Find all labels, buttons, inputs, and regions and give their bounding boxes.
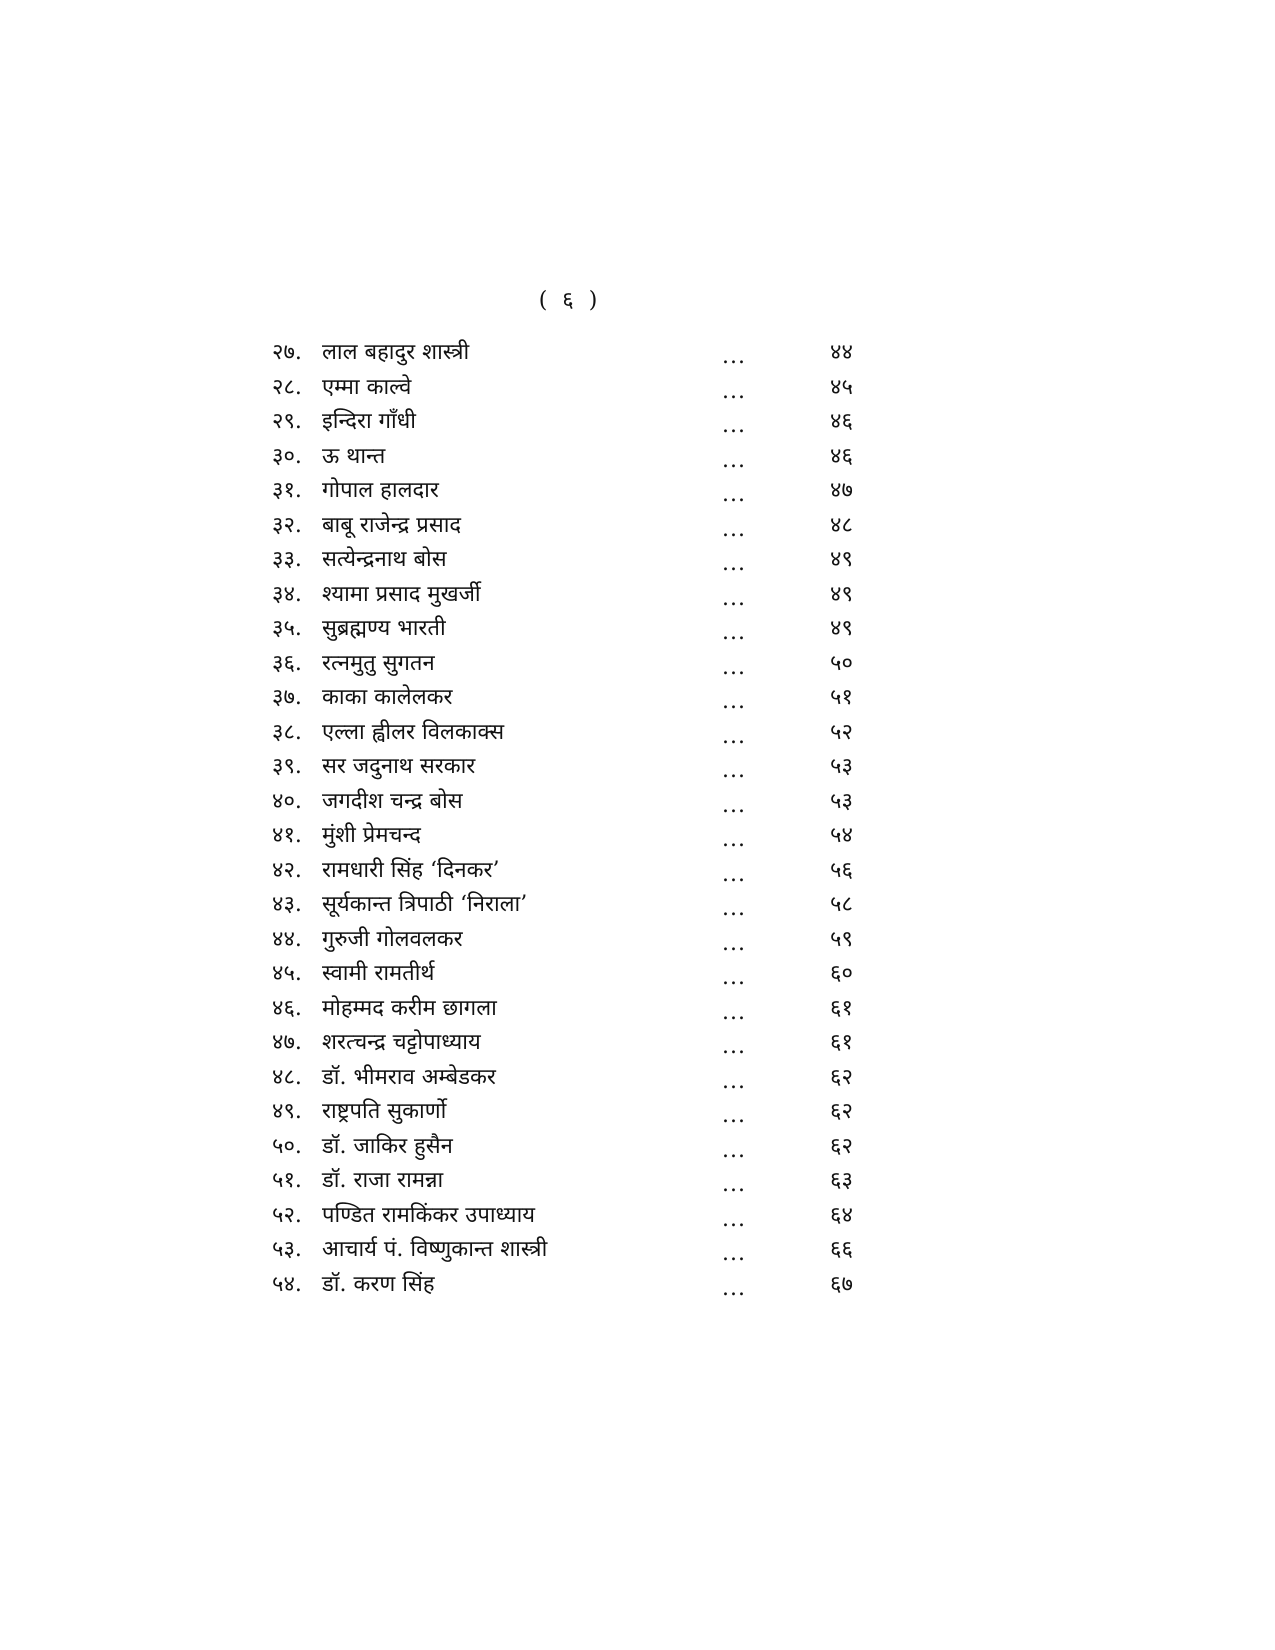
entry-page-number: ४७ xyxy=(830,478,853,503)
entry-title: रत्नमुतु सुगतन xyxy=(322,650,435,676)
toc-entry xyxy=(272,681,892,716)
entry-page-number: ६२ xyxy=(830,1064,853,1090)
entry-number: ३०. xyxy=(272,443,302,469)
entry-title: राष्ट्रपति सुकार्णो xyxy=(322,1099,447,1124)
entry-title: लाल बहादुर शास्त्री xyxy=(322,340,470,365)
entry-page-number: ४४ xyxy=(830,340,853,365)
entry-number: ४३. xyxy=(272,892,302,917)
entry-leader-dots: ... xyxy=(722,1103,746,1128)
entry-leader-dots: ... xyxy=(722,585,746,611)
entry-leader-dots: ... xyxy=(722,654,746,680)
entry-number: ४२. xyxy=(272,857,302,883)
entry-page-number: ४९ xyxy=(830,581,853,607)
entry-title: सूर्यकान्त त्रिपाठी ‘निराला’ xyxy=(322,892,528,917)
toc-entry xyxy=(272,371,892,406)
entry-title: मुंशी प्रेमचन्द xyxy=(322,823,421,848)
entry-leader-dots: ... xyxy=(722,516,746,542)
entry-number: ३४. xyxy=(272,581,302,607)
entry-leader-dots: ... xyxy=(722,1034,746,1059)
entry-title: सुब्रह्मण्य भारती xyxy=(322,616,446,641)
toc-entry xyxy=(272,1061,892,1096)
toc-entry xyxy=(272,785,892,820)
toc-entry xyxy=(272,957,892,992)
entry-number: ३९. xyxy=(272,754,302,779)
entry-title: ऊ थान्त xyxy=(322,443,386,469)
entry-title: जगदीश चन्द्र बोस xyxy=(322,788,463,814)
entry-number: ३७. xyxy=(272,685,302,710)
entry-page-number: ४८ xyxy=(830,512,853,538)
entry-title: सर जदुनाथ सरकार xyxy=(322,754,476,779)
entry-leader-dots: ... xyxy=(722,930,746,956)
entry-title: डॉ. जाकिर हुसैन xyxy=(322,1133,453,1159)
entry-leader-dots: ... xyxy=(722,482,746,507)
entry-leader-dots: ... xyxy=(722,1068,746,1094)
entry-leader-dots: ... xyxy=(722,689,746,714)
entry-page-number: ५६ xyxy=(830,857,853,883)
entry-page-number: ६१ xyxy=(830,1030,853,1055)
toc-entry xyxy=(272,612,892,647)
toc-entry xyxy=(272,750,892,785)
entry-leader-dots: ... xyxy=(722,1172,746,1197)
toc-entry xyxy=(272,336,892,371)
entry-number: ५४. xyxy=(272,1271,302,1297)
entry-number: ४५. xyxy=(272,961,302,986)
entry-number: २८. xyxy=(272,374,302,400)
table-of-contents xyxy=(272,336,892,1302)
entry-page-number: ४९ xyxy=(830,616,853,641)
toc-entry xyxy=(272,1026,892,1061)
toc-entry xyxy=(272,1130,892,1165)
entry-page-number: ६६ xyxy=(830,1237,853,1262)
entry-page-number: ५१ xyxy=(830,685,853,710)
toc-entry xyxy=(272,405,892,440)
entry-leader-dots: ... xyxy=(722,1137,746,1163)
entry-title: डॉ. राजा रामन्ना xyxy=(322,1168,444,1193)
toc-entry xyxy=(272,1233,892,1268)
entry-page-number: ५३ xyxy=(830,788,853,814)
entry-title: एल्ला ह्वीलर विलकाक्स xyxy=(322,719,505,745)
entry-title: स्वामी रामतीर्थ xyxy=(322,961,435,986)
entry-leader-dots: ... xyxy=(722,723,746,749)
entry-number: ४९. xyxy=(272,1099,302,1124)
entry-title: इन्दिरा गाँधी xyxy=(322,409,416,434)
entry-leader-dots: ... xyxy=(722,344,746,369)
entry-leader-dots: ... xyxy=(722,447,746,473)
entry-title: गुरुजी गोलवलकर xyxy=(322,926,463,952)
page-number: ( ६ ) xyxy=(538,288,602,313)
entry-title: पण्डित रामकिंकर उपाध्याय xyxy=(322,1202,536,1228)
entry-number: ५०. xyxy=(272,1133,302,1159)
entry-page-number: ४५ xyxy=(830,374,853,400)
entry-number: ४६. xyxy=(272,995,302,1021)
entry-page-number: ६२ xyxy=(830,1133,853,1159)
entry-number: ५३. xyxy=(272,1237,302,1262)
entry-page-number: ४९ xyxy=(830,547,853,572)
toc-entry xyxy=(272,854,892,889)
entry-page-number: ६३ xyxy=(830,1168,853,1193)
entry-number: ४४. xyxy=(272,926,302,952)
toc-entry xyxy=(272,1095,892,1130)
entry-number: ४८. xyxy=(272,1064,302,1090)
entry-number: ५१. xyxy=(272,1168,302,1193)
entry-leader-dots: ... xyxy=(722,965,746,990)
toc-entry xyxy=(272,819,892,854)
entry-title: काका कालेलकर xyxy=(322,685,453,710)
entry-page-number: ५२ xyxy=(830,719,853,745)
entry-leader-dots: ... xyxy=(722,551,746,576)
entry-leader-dots: ... xyxy=(722,896,746,921)
entry-number: ३१. xyxy=(272,478,302,503)
toc-entry xyxy=(272,474,892,509)
entry-page-number: ६० xyxy=(830,961,853,986)
entry-title: गोपाल हालदार xyxy=(322,478,439,503)
toc-entry xyxy=(272,1199,892,1234)
entry-number: ३३. xyxy=(272,547,302,572)
entry-number: ४७. xyxy=(272,1030,302,1055)
entry-number: २९. xyxy=(272,409,302,434)
entry-leader-dots: ... xyxy=(722,999,746,1025)
entry-number: ४१. xyxy=(272,823,302,848)
entry-leader-dots: ... xyxy=(722,827,746,852)
entry-title: सत्येन्द्रनाथ बोस xyxy=(322,547,447,572)
entry-title: आचार्य पं. विष्णुकान्त शास्त्री xyxy=(322,1237,548,1262)
toc-entry xyxy=(272,543,892,578)
entry-title: श्यामा प्रसाद मुखर्जी xyxy=(322,581,481,607)
entry-title: बाबू राजेन्द्र प्रसाद xyxy=(322,512,462,538)
entry-number: २७. xyxy=(272,340,302,365)
entry-title: मोहम्मद करीम छागला xyxy=(322,995,497,1021)
entry-title: डॉ. करण सिंह xyxy=(322,1271,435,1297)
entry-leader-dots: ... xyxy=(722,1241,746,1266)
entry-number: ३६. xyxy=(272,650,302,676)
entry-title: डॉ. भीमराव अम्बेडकर xyxy=(322,1064,496,1090)
toc-entry xyxy=(272,923,892,958)
toc-entry xyxy=(272,440,892,475)
toc-entry xyxy=(272,716,892,751)
entry-page-number: ५८ xyxy=(830,892,853,917)
entry-leader-dots: ... xyxy=(722,792,746,818)
entry-number: ४०. xyxy=(272,788,302,814)
entry-page-number: ५० xyxy=(830,650,853,676)
entry-title: एम्मा काल्वे xyxy=(322,374,412,400)
entry-page-number: ५४ xyxy=(830,823,853,848)
entry-leader-dots: ... xyxy=(722,861,746,887)
entry-page-number: ६७ xyxy=(830,1271,853,1297)
entry-leader-dots: ... xyxy=(722,378,746,404)
entry-page-number: ५३ xyxy=(830,754,853,779)
entry-number: ५२. xyxy=(272,1202,302,1228)
toc-entry xyxy=(272,1164,892,1199)
entry-page-number: ६४ xyxy=(830,1202,853,1228)
entry-leader-dots: ... xyxy=(722,1275,746,1301)
toc-entry xyxy=(272,509,892,544)
entry-leader-dots: ... xyxy=(722,1206,746,1232)
entry-page-number: ५९ xyxy=(830,926,853,952)
toc-entry xyxy=(272,578,892,613)
entry-page-number: ४६ xyxy=(830,443,853,469)
entry-leader-dots: ... xyxy=(722,413,746,438)
entry-title: शरत्चन्द्र चट्टोपाध्याय xyxy=(322,1030,481,1055)
entry-title: रामधारी सिंह ‘दिनकर’ xyxy=(322,857,500,883)
entry-page-number: ६१ xyxy=(830,995,853,1021)
entry-page-number: ६२ xyxy=(830,1099,853,1124)
entry-leader-dots: ... xyxy=(722,758,746,783)
toc-entry xyxy=(272,1268,892,1303)
entry-page-number: ४६ xyxy=(830,409,853,434)
entry-leader-dots: ... xyxy=(722,620,746,645)
entry-number: ३२. xyxy=(272,512,302,538)
toc-entry xyxy=(272,647,892,682)
entry-number: ३८. xyxy=(272,719,302,745)
toc-entry xyxy=(272,888,892,923)
entry-number: ३५. xyxy=(272,616,302,641)
toc-entry xyxy=(272,992,892,1027)
